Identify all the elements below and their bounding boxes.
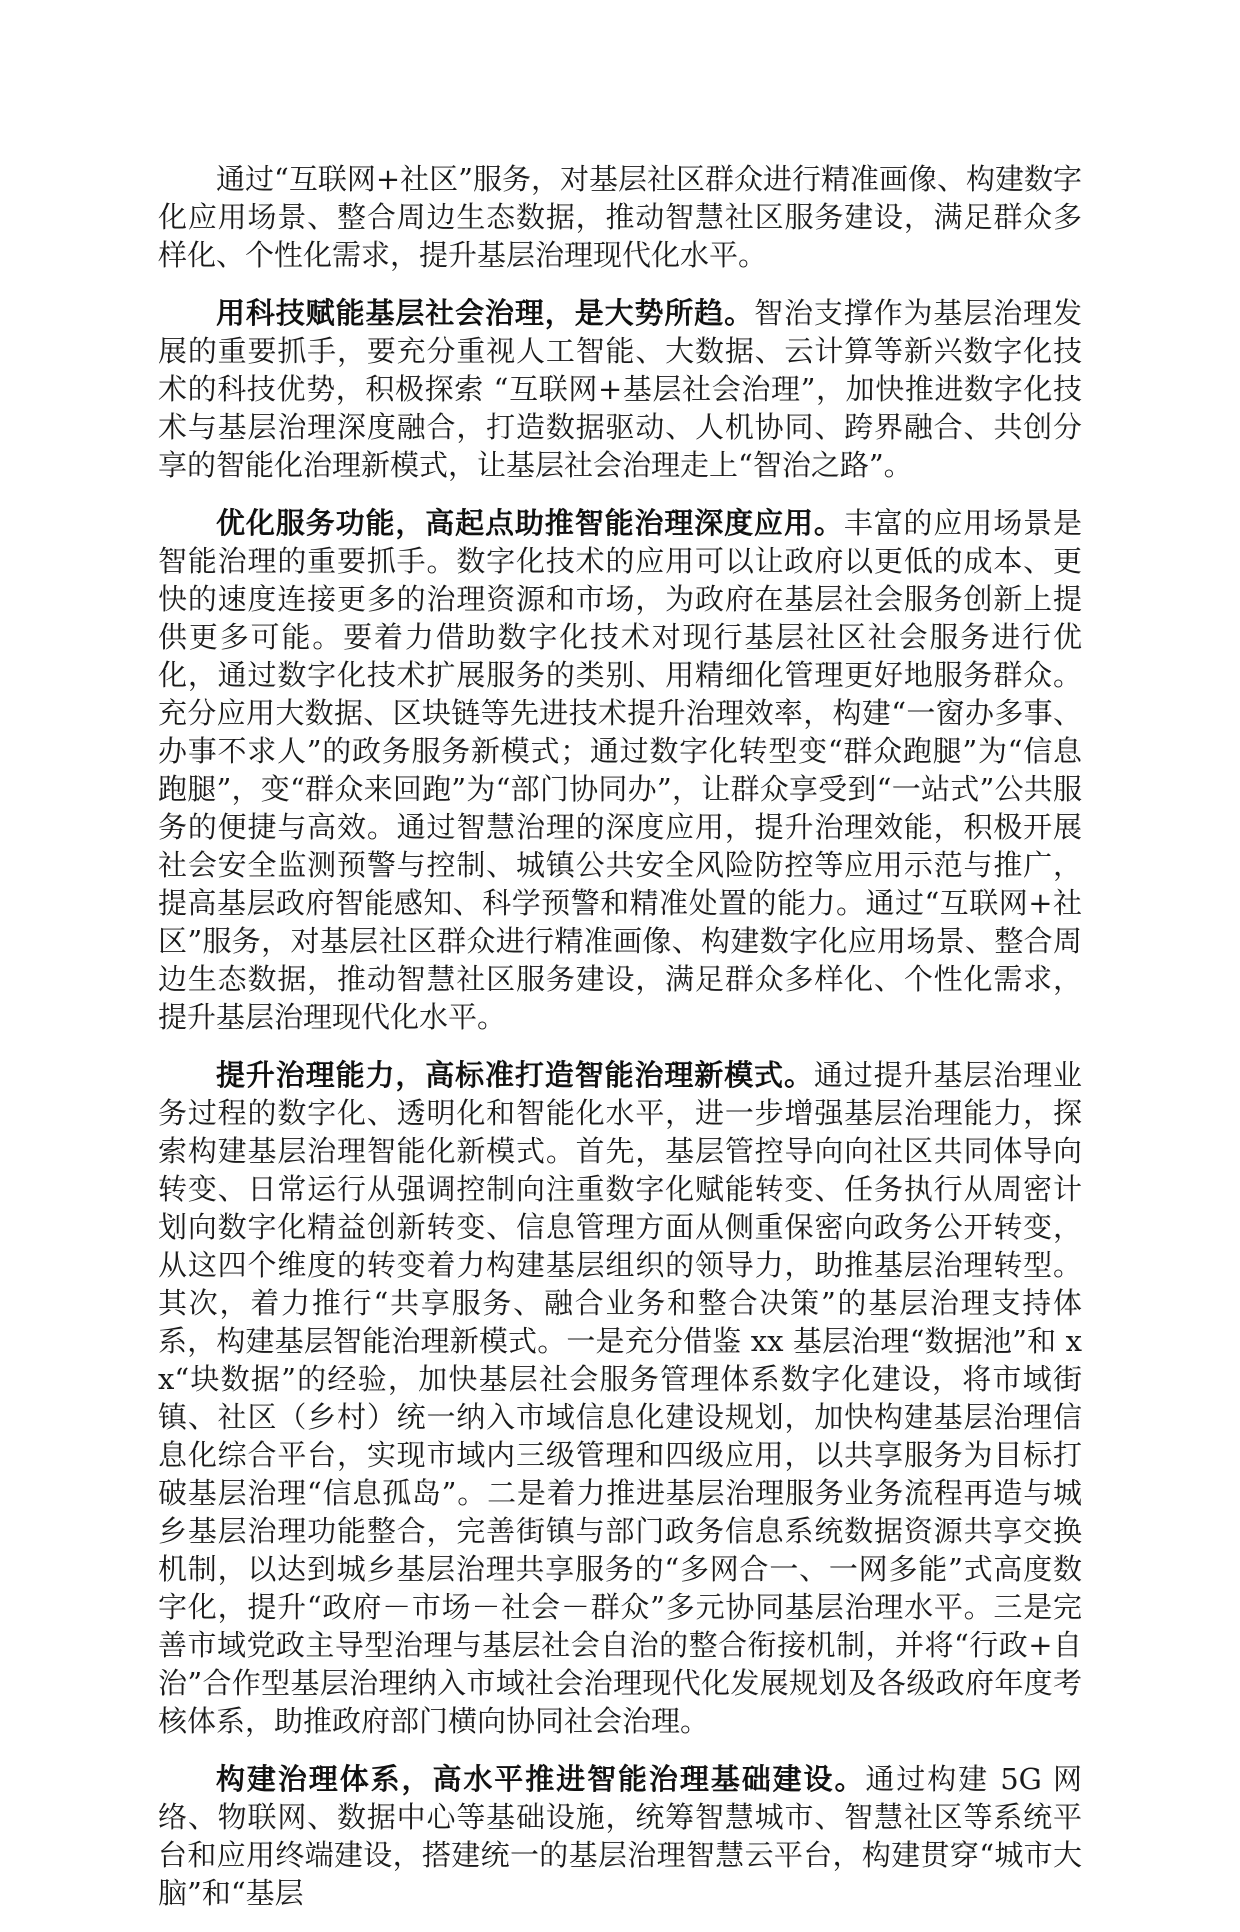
paragraph-5 xyxy=(158,1760,1082,1912)
paragraph-lead: 提升治理能力，高标准打造智能治理新模式。 xyxy=(216,1058,814,1092)
paragraph-2 xyxy=(158,294,1082,484)
paragraph-text: 通过提升基层治理业务过程的数字化、透明化和智能化水平，进一步增强基层治理能力，探索构建基层治理智能化新模式。首先，基层管控导向向社区共同体导向转变、日常运行从强调控制向注重数字化赋能转变、任务执行从周密计划向数字化精益创新转变、信息管理方面从侧重保密向政务公开转变，从这四个维度的转变着力构建基层组织的领导力，助推基层治理转型。其次，着力推行“共享服务、融合业务和整合决策”的基层治理支持体系，构建基层智能治理新模式。一是充分借鉴 xx 基层治理“数据池”和 xx“块数据”的经验，加快基层社会服务管理体系数字化建设，将市域街镇、社区（乡村）统一纳入市域信息化建设规划，加快构建基层治理信息化综合平台，实现市域内三级管理和四级应用，以共享服务为目标打破基层治理“信息孤岛”。二是着力推进基层治理服务业务流程再造与城乡基层治理功能整合，完善街镇与部门政务信息系统数据资源共享交换机制，以达到城乡基层治理共享服务的“多网合一、一网多能”式高度数字化，提升“政府－市场－社会－群众”多元协同基层治理水平。三是完善市域党政主导型治理与基层社会自治的整合衔接机制，并将“行政+自治”合作型基层治理纳入市域社会治理现代化发展规划及各级政府年度考核体系，助推政府部门横向协同社会治理。 xyxy=(158,1058,1082,1738)
paragraph-text: 丰富的应用场景是智能治理的重要抓手。数字化技术的应用可以让政府以更低的成本、更快的速度连接更多的治理资源和市场，为政府在基层社会服务创新上提供更多可能。要着力借助数字化技术对现行基层社区社会服务进行优化，通过数字化技术扩展服务的类别、用精细化管理更好地服务群众。充分应用大数据、区块链等先进技术提升治理效率，构建“一窗办多事、办事不求人”的政务服务新模式；通过数字化转型变“群众跑腿”为“信息跑腿”，变“群众来回跑”为“部门协同办”，让群众享受到“一站式”公共服务的便捷与高效。通过智慧治理的深度应用，提升治理效能，积极开展社会安全监测预警与控制、城镇公共安全风险防控等应用示范与推广，提高基层政府智能感知、科学预警和精准处置的能力。通过“互联网+社区”服务，对基层社区群众进行精准画像、构建数字化应用场景、整合周边生态数据，推动智慧社区服务建设，满足群众多样化、个性化需求，提升基层治理现代化水平。 xyxy=(158,506,1082,1034)
paragraph-lead: 构建治理体系，高水平推进智能治理基础建设。 xyxy=(216,1762,866,1796)
paragraph-3 xyxy=(158,504,1082,1036)
paragraph-lead: 用科技赋能基层社会治理，是大势所趋。 xyxy=(216,296,755,330)
paragraph-text: 通过构建 5G 网络、物联网、数据中心等基础设施，统筹智慧城市、智慧社区等系统平台和应用终端建设，搭建统一的基层治理智慧云平台，构建贯穿“城市大脑”和“基层 xyxy=(158,1762,1082,1910)
paragraph-4 xyxy=(158,1056,1082,1740)
document-page xyxy=(158,160,1082,1932)
paragraph-1 xyxy=(158,160,1082,274)
paragraph-text: 智治支撑作为基层治理发展的重要抓手，要充分重视人工智能、大数据、云计算等新兴数字化技术的科技优势，积极探索 “互联网+基层社会治理”，加快推进数字化技术与基层治理深度融合，打造数据驱动、人机协同、跨界融合、共创分享的智能化治理新模式，让基层社会治理走上“智治之路”。 xyxy=(158,296,1082,482)
paragraph-lead: 优化服务功能，高起点助推智能治理深度应用。 xyxy=(216,506,844,540)
paragraph-text: 通过“互联网+社区”服务，对基层社区群众进行精准画像、构建数字化应用场景、整合周边生态数据，推动智慧社区服务建设，满足群众多样化、个性化需求，提升基层治理现代化水平。 xyxy=(158,162,1082,272)
